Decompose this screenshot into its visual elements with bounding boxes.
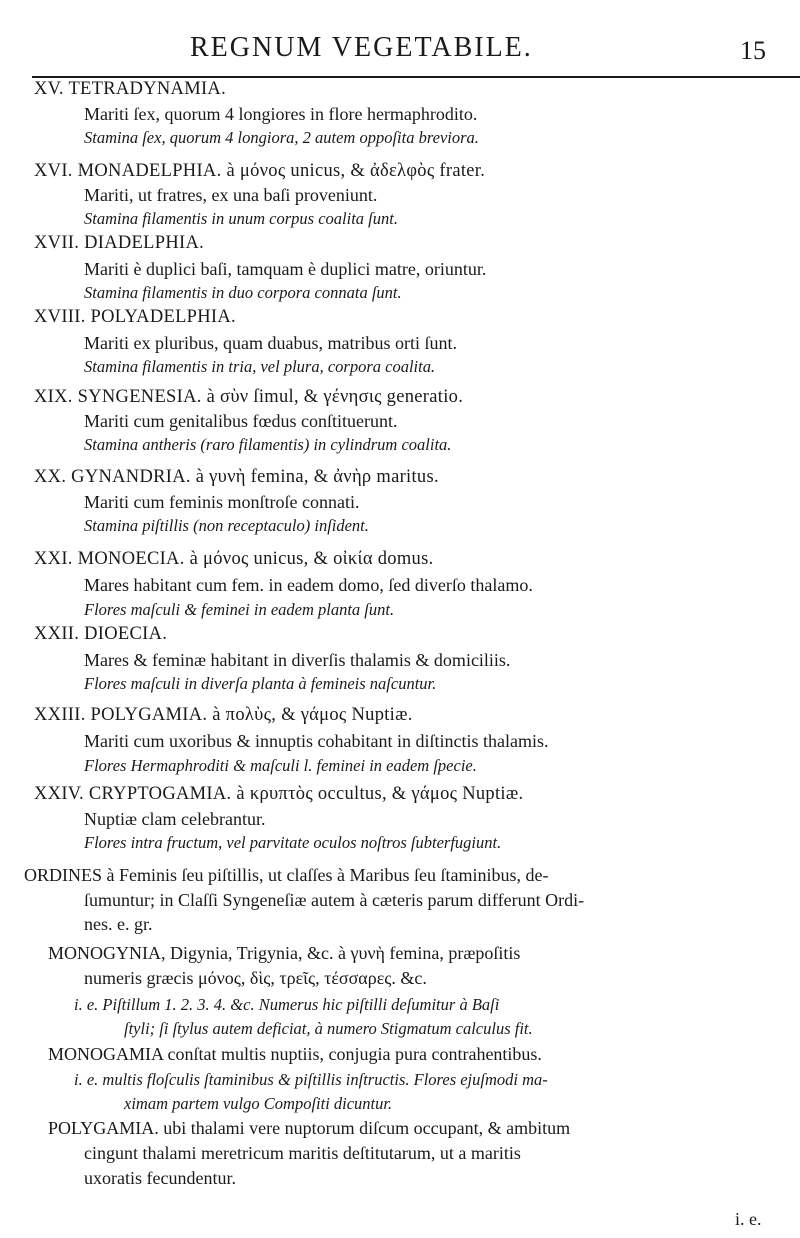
class-heading-xxi: XXI. MONOECIA. à μόνος unicus, & οἰκία domus. bbox=[34, 549, 434, 569]
class-stamina-note: Flores maſculi & feminei in eadem planta ſunt. bbox=[84, 600, 395, 619]
monogamia-note-line: ximam partem vulgo Compoſiti dicuntur. bbox=[124, 1094, 393, 1113]
class-description: Mariti ex pluribus, quam duabus, matribus orti ſunt. bbox=[84, 333, 457, 353]
page-number: 15 bbox=[740, 36, 766, 65]
polygamia-line: uxoratis fecundentur. bbox=[84, 1168, 236, 1188]
polygamia-line: POLYGAMIA. ubi thalami vere nuptorum diſcum occupant, & ambitum bbox=[48, 1118, 571, 1138]
page-header bbox=[0, 30, 800, 70]
catchword: i. e. bbox=[735, 1209, 762, 1229]
class-heading-xvi: XVI. MONADELPHIA. à μόνος unicus, & ἀδελφὸς frater. bbox=[34, 161, 486, 181]
class-heading-xxii: XXII. DIOECIA. bbox=[34, 624, 168, 644]
ordines-paragraph-line: nes. e. gr. bbox=[84, 914, 153, 934]
pistillum-note-line: ſtyli; ſi ſtylus autem deficiat, à numero Stigmatum calculus fit. bbox=[124, 1019, 533, 1038]
class-stamina-note: Stamina piſtillis (non receptaculo) inſident. bbox=[84, 516, 369, 535]
class-heading-xx: XX. GYNANDRIA. à γυνὴ femina, & ἀνὴρ maritus. bbox=[34, 467, 439, 487]
monogamia-line: MONOGAMIA conſtat multis nuptiis, conjugia pura contrahentibus. bbox=[48, 1044, 542, 1064]
monogamia-note-line: i. e. multis floſculis ſtaminibus & piſtillis inſtructis. Flores ejuſmodi ma- bbox=[74, 1070, 548, 1089]
class-description: Mariti è duplici baſi, tamquam è duplici matre, oriuntur. bbox=[84, 259, 487, 279]
pistillum-note-line: i. e. Piſtillum 1. 2. 3. 4. &c. Numerus hic piſtilli deſumitur à Baſi bbox=[74, 995, 500, 1014]
class-description: Mariti ſex, quorum 4 longiores in flore hermaphrodito. bbox=[84, 104, 478, 124]
class-stamina-note: Stamina filamentis in tria, vel plura, corpora coalita. bbox=[84, 357, 436, 376]
class-description: Mares & feminæ habitant in diverſis thalamis & domiciliis. bbox=[84, 650, 511, 670]
class-heading-xxiv: XXIV. CRYPTOGAMIA. à κρυπτὸς occultus, & γάμος Nuptiæ. bbox=[34, 784, 524, 804]
ordines-paragraph-line: ORDINES à Feminis ſeu piſtillis, ut claſſes à Maribus ſeu ſtaminibus, de- bbox=[24, 865, 549, 885]
class-heading-xv: XV. TETRADYNAMIA. bbox=[34, 79, 226, 99]
class-description: Nuptiæ clam celebrantur. bbox=[84, 809, 266, 829]
polygamia-line: cingunt thalami meretricum maritis deſtitutarum, ut a maritis bbox=[84, 1143, 521, 1163]
class-description: Mariti cum uxoribus & innuptis cohabitant in diſtinctis thalamis. bbox=[84, 731, 549, 751]
ordines-paragraph-line: ſumuntur; in Claſſi Syngeneſiæ autem à cæteris parum differunt Ordi- bbox=[84, 890, 585, 910]
class-stamina-note: Stamina ſex, quorum 4 longiora, 2 autem oppoſita breviora. bbox=[84, 128, 479, 147]
class-stamina-note: Flores intra fructum, vel parvitate oculos noſtros ſubterfugiunt. bbox=[84, 833, 502, 852]
class-heading-xxiii: XXIII. POLYGAMIA. à πολὺς, & γάμος Nuptiæ. bbox=[34, 705, 413, 725]
class-description: Mariti cum feminis monſtroſe connati. bbox=[84, 492, 360, 512]
class-description: Mariti, ut fratres, ex una baſi proveniunt. bbox=[84, 185, 378, 205]
running-title: REGNUM VEGETABILE. bbox=[190, 32, 533, 63]
class-stamina-note: Flores Hermaphroditi & maſculi l. feminei in eadem ſpecie. bbox=[84, 756, 477, 775]
class-stamina-note: Flores maſculi in diverſa planta à femineis naſcuntur. bbox=[84, 674, 437, 693]
class-stamina-note: Stamina filamentis in unum corpus coalita ſunt. bbox=[84, 209, 398, 228]
monogynia-line: MONOGYNIA, Digynia, Trigynia, &c. à γυνὴ femina, præpoſitis bbox=[48, 943, 521, 963]
class-stamina-note: Stamina filamentis in duo corpora connata ſunt. bbox=[84, 283, 402, 302]
monogynia-line: numeris græcis μόνος, δὶς, τρεῖς, τέσσαρες. &c. bbox=[84, 968, 427, 988]
class-heading-xviii: XVIII. POLYADELPHIA. bbox=[34, 307, 236, 327]
class-description: Mares habitant cum fem. in eadem domo, ſed diverſo thalamo. bbox=[84, 575, 533, 595]
class-heading-xvii: XVII. DIADELPHIA. bbox=[34, 233, 205, 253]
class-description: Mariti cum genitalibus fœdus conſtituerunt. bbox=[84, 411, 398, 431]
class-heading-xix: XIX. SYNGENESIA. à σὺν ſimul, & γένησις generatio. bbox=[34, 387, 464, 407]
class-stamina-note: Stamina antheris (raro filamentis) in cylindrum coalita. bbox=[84, 435, 452, 454]
